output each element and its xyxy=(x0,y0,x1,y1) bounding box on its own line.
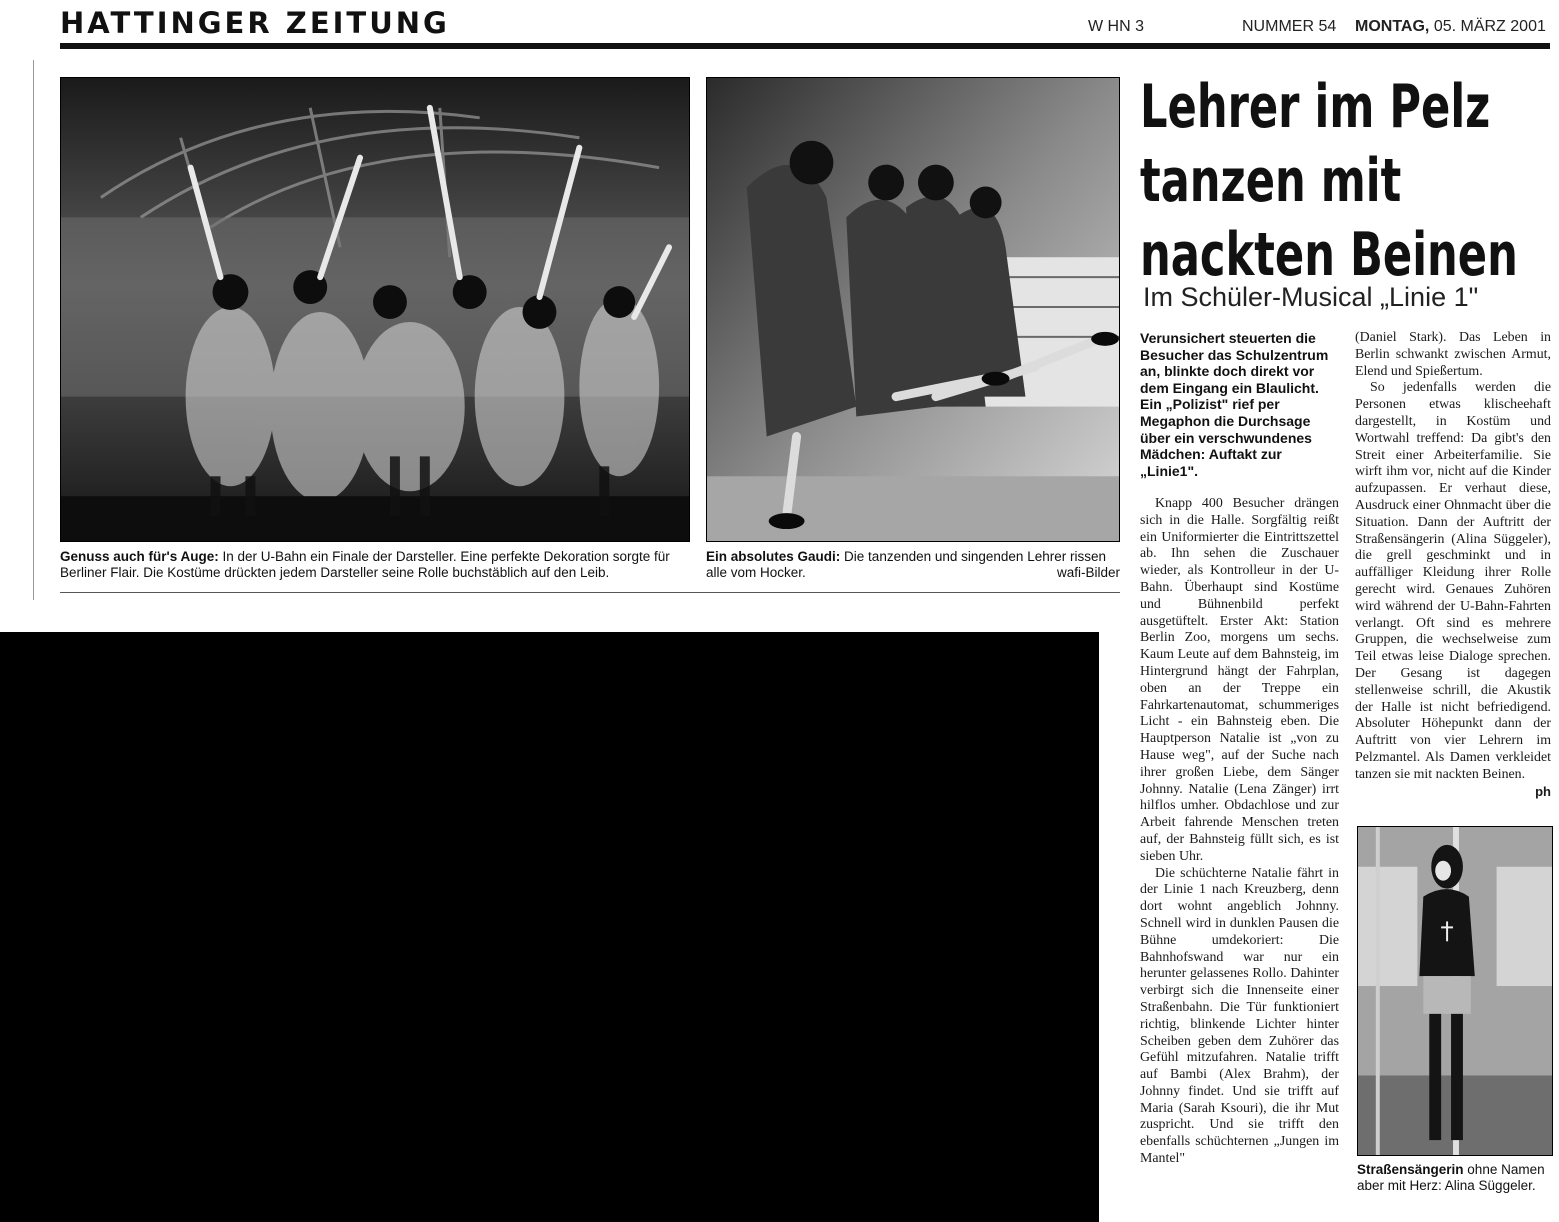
masthead-rule xyxy=(60,43,1550,49)
photo-credit: wafi-Bilder xyxy=(1056,565,1120,580)
photo-teachers-image xyxy=(707,78,1119,541)
article-headline xyxy=(1140,70,1518,292)
issue-date-value: 05. MÄRZ 2001 xyxy=(1433,18,1546,35)
article-column-1 xyxy=(1140,496,1339,1168)
caption-teachers-line1 xyxy=(706,549,1120,565)
column-1-paragraph-2: Die schüchterne Natalie fährt in der Linie 1 nach Kreuzberg, denn dort wohnt angeblich Johnny. Schnell wird in dunklen Pausen die Bühne umdekoriert: Die Bahnhofswand war nur ein herunter gelassenes Rollo. Dahinter verbirgt sich die Innenseite einer Straßenbahn. Die Tür funktioniert richtig, blinkende Lichter hinter Scheiben geben dem Zuhörer das Gefühl mitzufahren. Natalie trifft auf Bambi (Alex Brahm), der Johnny findet. Und sie trifft auf Maria (Sarah Ksouri), die ihr Mut zuspricht. Und sie trifft den ebenfalls schüchternen „Jungen im Mantel" xyxy=(1140,865,1339,1167)
photo-singer-image xyxy=(1358,827,1552,1155)
photo-street-singer xyxy=(1357,826,1553,1156)
caption-ensemble-title: Genuss auch für's Auge: xyxy=(60,549,219,564)
margin-line xyxy=(33,60,34,600)
caption-teachers-text2: alle vom Hocker. xyxy=(706,565,806,580)
photo-ensemble-image xyxy=(61,78,689,541)
newspaper-title: HATTINGER ZEITUNG xyxy=(60,6,450,40)
issue-date xyxy=(1355,18,1546,36)
caption-ensemble-line1 xyxy=(60,549,700,565)
edition-code: W HN 3 xyxy=(1088,18,1144,35)
column-2-paragraph-1: (Daniel Stark). Das Leben in Berlin schwankt zwischen Armut, Elend und Spießertum. xyxy=(1355,330,1551,379)
caption-teachers-title: Ein absolutes Gaudi: xyxy=(706,549,841,564)
caption-singer-line1 xyxy=(1357,1162,1553,1178)
caption-ensemble-text2: Berliner Flair. Die Kostüme drückten jedem Darsteller seine Rolle buchstäblich auf den Leib. xyxy=(60,565,610,580)
photo-teachers-fur xyxy=(706,77,1120,542)
caption-singer-text2: aber mit Herz: Alina Süggeler. xyxy=(1357,1178,1536,1193)
redacted-area xyxy=(0,632,1099,1222)
article-subhead: Im Schüler-Musical „Linie 1" xyxy=(1143,282,1479,312)
issue-number: NUMMER 54 xyxy=(1242,18,1337,35)
caption-teachers-text1: Die tanzenden und singenden Lehrer rissen xyxy=(844,549,1106,564)
column-1-paragraph-1: Knapp 400 Besucher drängen sich in die Halle. Sorgfältig reißt ein Uniformierter die Eintrittszettel ab. Ihn sehen die Zuschauer wieder, als Kontrolleur in der U-Bahn. Überhaupt sind Kostüme und Bühnenbild perfekt ausgetüftelt. Erster Akt: Station Berlin Zoo, morgens um sechs. Kaum Leute auf dem Bahnsteig, im Hintergrund hängt der Fahrplan, oben an der Treppe ein Fahrkartenautomat, schummeriges Licht - ein Bahnsteig eben. Die Hauptperson Natalie ist „von zu Hause weg", auf der Suche nach ihrer großen Liebe, dem Sänger Johnny. Natalie (Lena Zänger) irrt hilflos umher. Obdachlose und zur Arbeit fahrende Menschen treten auf, der Bahnsteig füllt sich, es ist sieben Uhr. xyxy=(1140,496,1339,864)
caption-singer xyxy=(1357,1162,1553,1194)
author-signature: ph xyxy=(1535,783,1551,799)
headline-line-3: nackten Beinen xyxy=(1140,220,1518,290)
headline-line-1: Lehrer im Pelz xyxy=(1140,72,1491,142)
headline-line-2: tanzen mit xyxy=(1140,146,1402,216)
caption-ensemble xyxy=(60,549,700,581)
column-2-paragraph-2 xyxy=(1355,380,1551,799)
article-lead: Verunsichert steuerten die Besucher das Schulzentrum an, blinkte doch direkt vor dem Eingang ein Blaulicht. Ein „Polizist" rief per Megaphon die Durchsage über ein verschwundenes Mädchen: Auftakt zur „Linie1". xyxy=(1140,330,1329,479)
caption-teachers xyxy=(706,549,1120,581)
caption-teachers-line2 xyxy=(706,565,1120,581)
caption-singer-text1: ohne Namen xyxy=(1467,1162,1545,1177)
article-column-2 xyxy=(1355,330,1551,800)
photo-ensemble-finale xyxy=(60,77,690,542)
column-2-paragraph-2-text: So jedenfalls werden die Personen etwas klischeehaft dargestellt, in Kostüm und Wortwahl treffend: Da gibt's den Streit einer Arbeiterfamilie. Sie wirft ihm vor, nicht auf die Kinder aufzupassen. Er verhaut diese, Ausdruck einer Ohnmacht über die Situation. Dann der Auftritt der Straßensängerin (Alina Süggeler), die grell geschminkt und in auffälliger Kleidung ihrer Rolle gerecht wird. Genaues Zuhören wird während der U-Bahn-Fahrten verlangt. Oft sind es mehrere Gruppen, die wechselweise zum Teil etwas leise Dialoge sprechen. Der Gesang ist dagegen stellenweise schrill, die Akustik der Halle ist nicht befriedigend. Absoluter Höhepunkt dann der Auftritt von vier Lehrern im Pelzmantel. Als Damen verkleidet tanzen sie mit nackten Beinen. xyxy=(1355,380,1551,782)
caption-ensemble-text1: In der U-Bahn ein Finale der Darsteller. Eine perfekte Dekoration sorgte für xyxy=(222,549,670,564)
photo-bottom-rule xyxy=(60,592,1120,593)
caption-singer-title: Straßensängerin xyxy=(1357,1162,1464,1177)
issue-day: MONTAG, xyxy=(1355,18,1430,35)
